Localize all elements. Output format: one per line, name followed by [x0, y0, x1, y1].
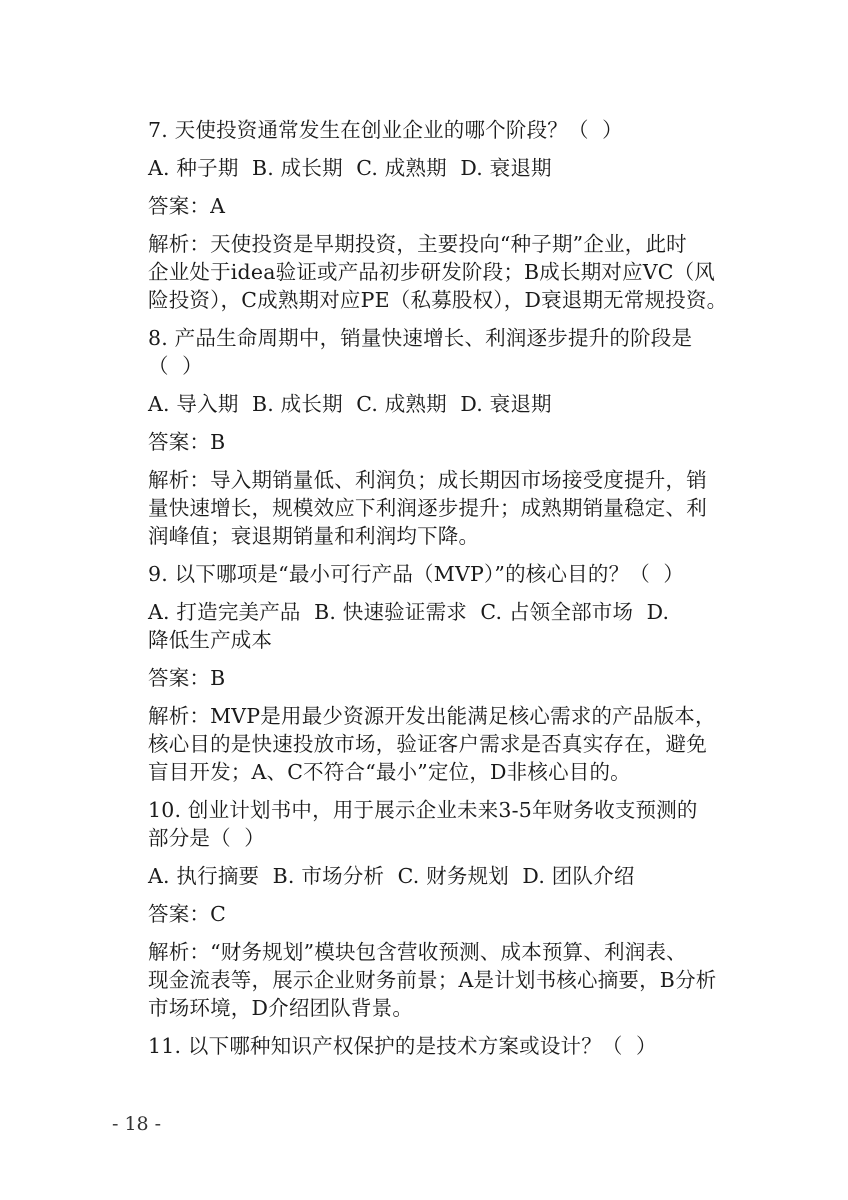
answer-line	[148, 900, 778, 928]
question-options	[148, 390, 778, 418]
question-item	[148, 116, 778, 314]
text-line: 企业处于idea验证或产品初步研发阶段；B成长期对应VC（风	[148, 260, 716, 284]
text-line: A. 执行摘要 B. 市场分析 C. 财务规划 D. 团队介绍	[148, 864, 635, 888]
answer-line	[148, 664, 778, 692]
explanation	[148, 466, 778, 550]
text-line: 险投资），C成熟期对应PE（私募股权），D衰退期无常规投资。	[148, 288, 728, 312]
question-item	[148, 560, 778, 786]
explanation	[148, 702, 778, 786]
text-line: 解析：“财务规划”模块包含营收预测、成本预算、利润表、	[148, 940, 687, 964]
question-options	[148, 154, 778, 182]
text-line: 润峰值；衰退期销量和利润均下降。	[148, 524, 480, 548]
question-text	[148, 116, 778, 144]
text-line: 11. 以下哪种知识产权保护的是技术方案或设计？（ ）	[148, 1034, 657, 1058]
text-line: 10. 创业计划书中，用于展示企业未来3-5年财务收支预测的	[148, 798, 698, 822]
question-item	[148, 324, 778, 550]
text-line: 8. 产品生命周期中，销量快速增长、利润逐步提升的阶段是	[148, 326, 693, 350]
question-item	[148, 1032, 778, 1060]
text-line: 答案：A	[148, 194, 226, 218]
text-line: 解析：MVP是用最少资源开发出能满足核心需求的产品版本，	[148, 704, 716, 728]
text-line: 答案：B	[148, 666, 226, 690]
text-line: 市场环境，D介绍团队背景。	[148, 996, 414, 1020]
question-text	[148, 560, 778, 588]
explanation	[148, 230, 778, 314]
answer-line	[148, 428, 778, 456]
text-line: 盲目开发；A、C不符合“最小”定位，D非核心目的。	[148, 760, 631, 784]
question-options	[148, 862, 778, 890]
question-text	[148, 796, 778, 852]
question-text	[148, 1032, 778, 1060]
text-line: 解析：导入期销量低、利润负；成长期因市场接受度提升，销	[148, 468, 707, 492]
text-line: 解析：天使投资是早期投资，主要投向“种子期”企业，此时	[148, 232, 687, 256]
question-item	[148, 796, 778, 1022]
text-line: 核心目的是快速投放市场，验证客户需求是否真实存在，避免	[148, 732, 707, 756]
question-text	[148, 324, 778, 380]
text-line: A. 种子期 B. 成长期 C. 成熟期 D. 衰退期	[148, 156, 552, 180]
answer-line	[148, 192, 778, 220]
page-content	[148, 116, 778, 1070]
text-line: 部分是（ ）	[148, 826, 265, 850]
explanation	[148, 938, 778, 1022]
question-options	[148, 598, 778, 654]
text-line: 降低生产成本	[148, 628, 273, 652]
text-line: A. 打造完美产品 B. 快速验证需求 C. 占领全部市场 D.	[148, 600, 670, 624]
text-line: （ ）	[148, 354, 203, 378]
text-line: 7. 天使投资通常发生在创业企业的哪个阶段？（ ）	[148, 118, 623, 142]
page-number: - 18 -	[112, 1113, 162, 1135]
text-line: 答案：C	[148, 902, 226, 926]
text-line: 答案：B	[148, 430, 226, 454]
text-line: 量快速增长，规模效应下利润逐步提升；成熟期销量稳定、利	[148, 496, 707, 520]
text-line: A. 导入期 B. 成长期 C. 成熟期 D. 衰退期	[148, 392, 552, 416]
text-line: 现金流表等，展示企业财务前景；A是计划书核心摘要，B分析	[148, 968, 717, 992]
text-line: 9. 以下哪项是“最小可行产品（MVP）”的核心目的？（ ）	[148, 562, 685, 586]
